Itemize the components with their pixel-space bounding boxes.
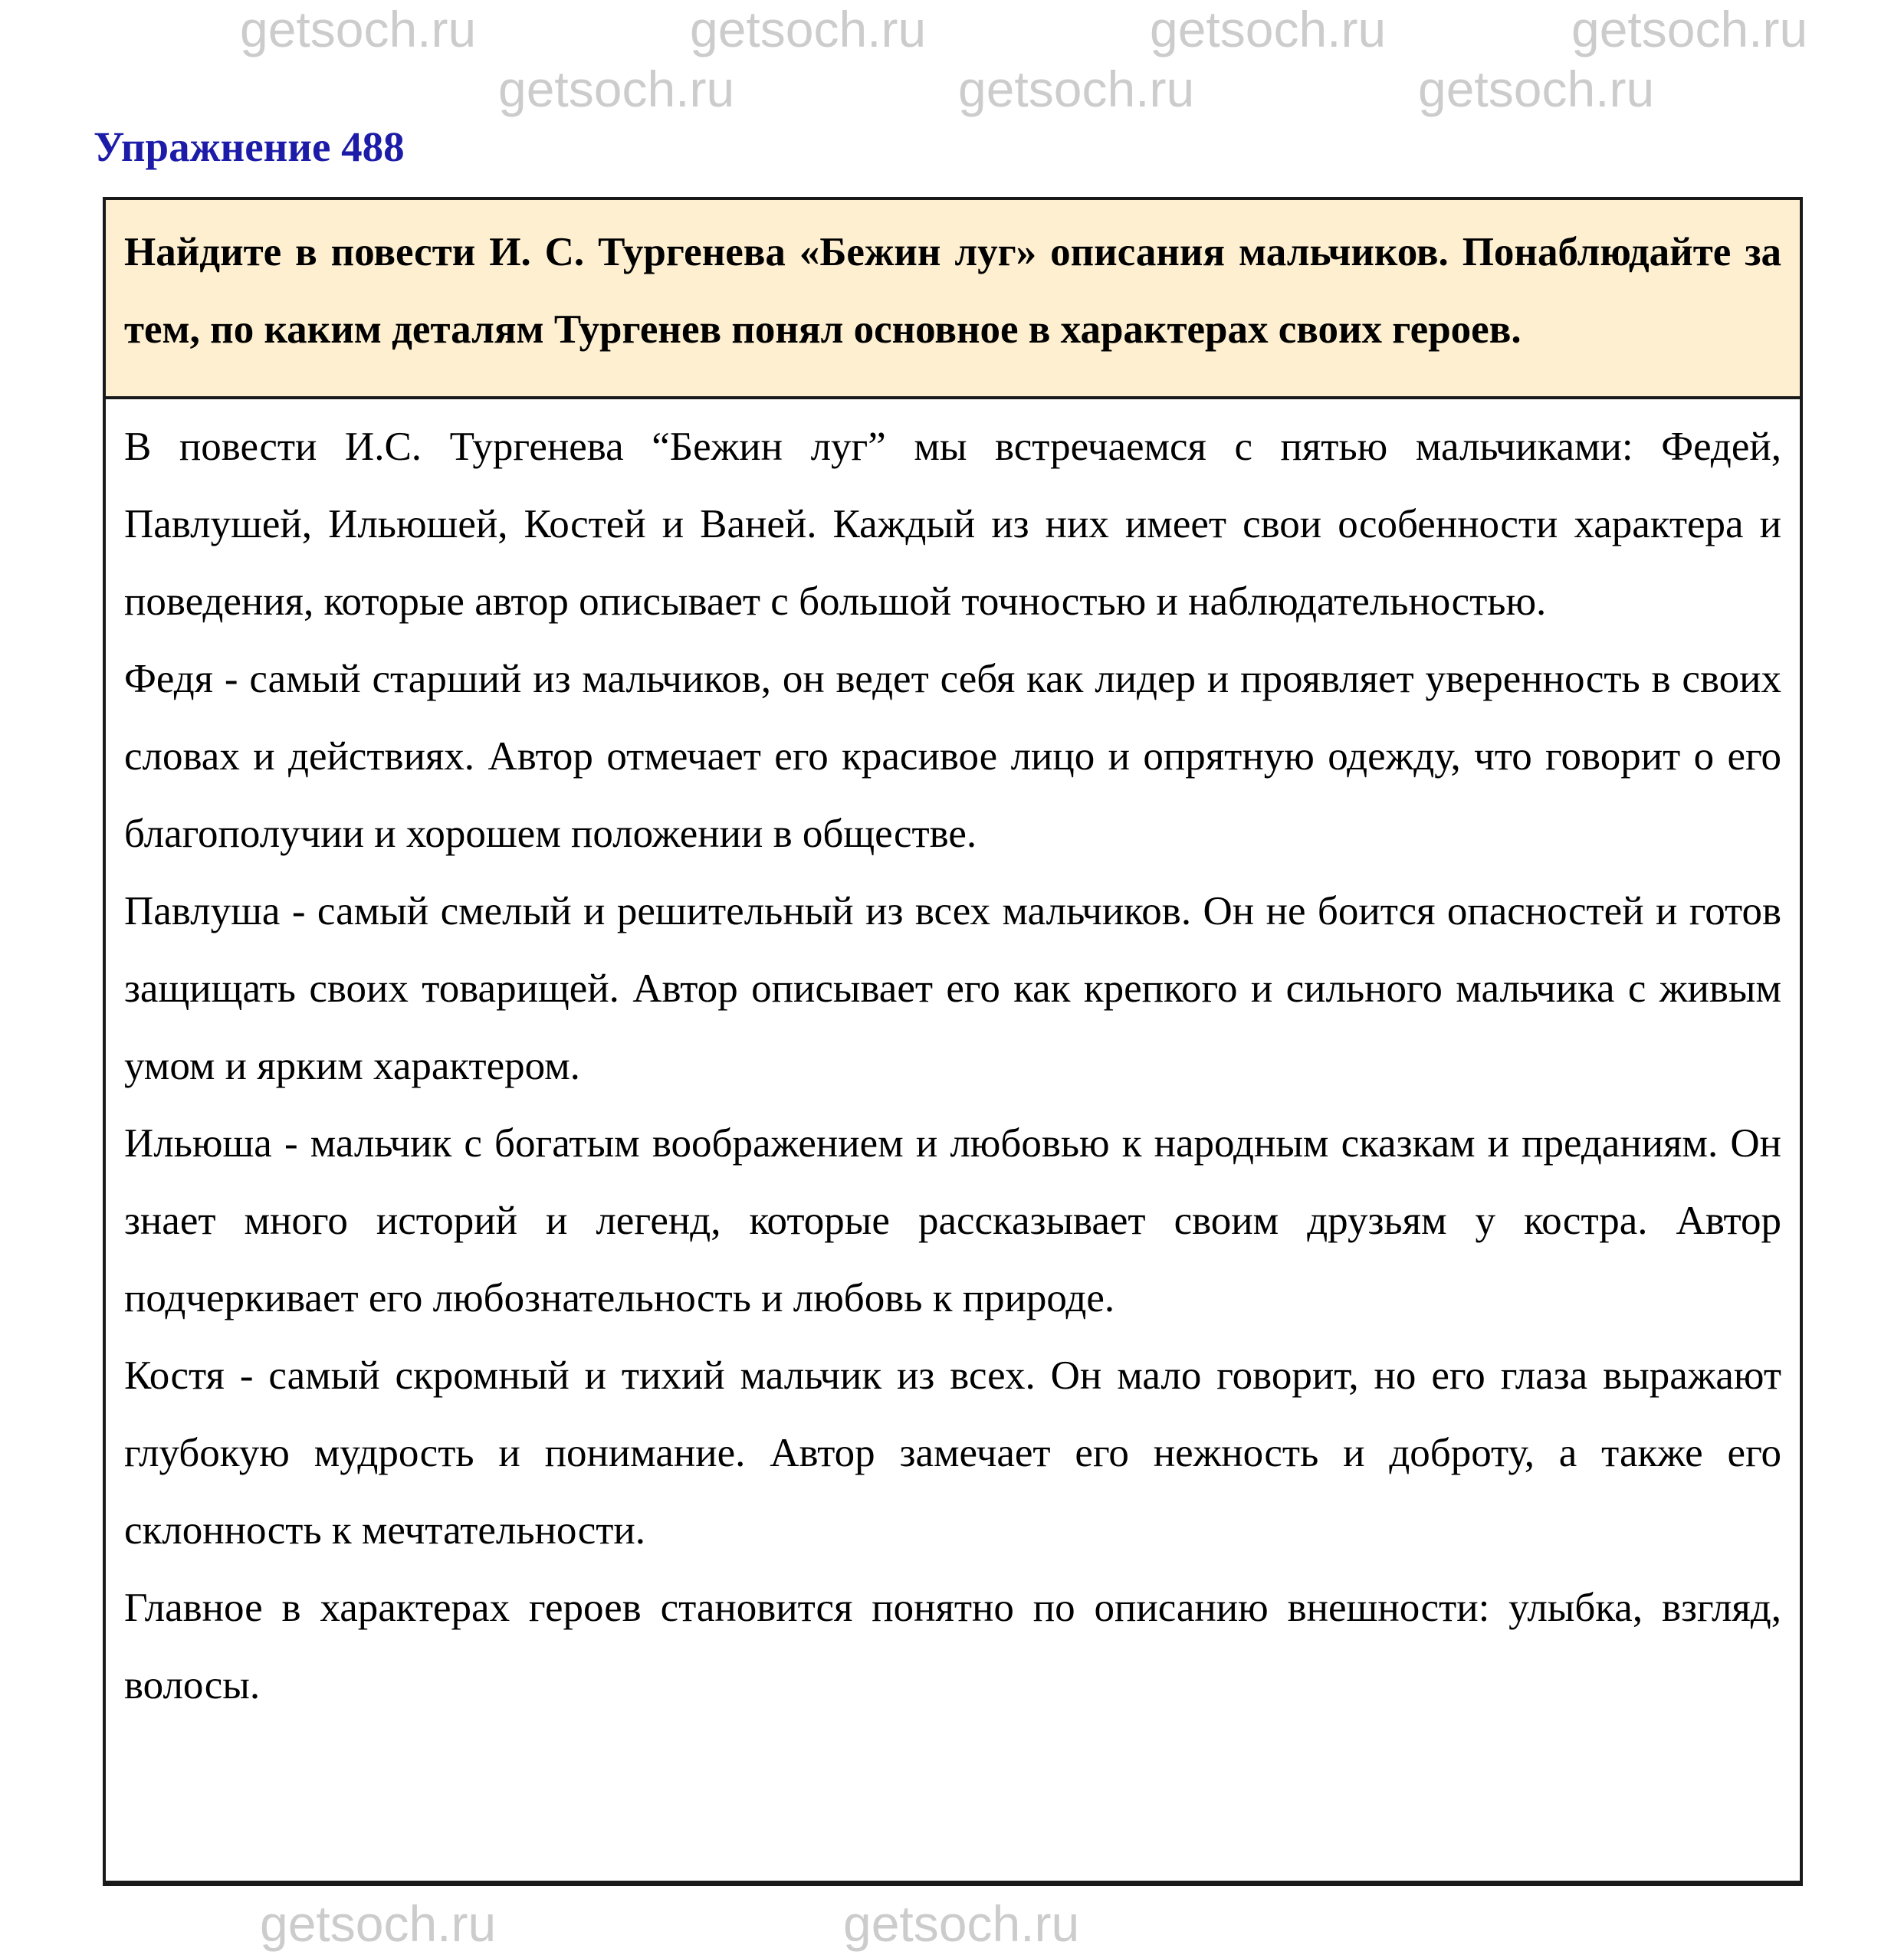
answer-paragraph: Павлуша - самый смелый и решительный из всех мальчиков. Он не боится опасностей и готов защищать своих товарищей. Автор описывает его как крепкого и сильного мальчика с живым умом и ярким характером. [124,889,1781,1088]
watermark: getsoch.ru [690,1,927,57]
task-text: Найдите в повести И. С. Тургенева «Бежин луг» описания мальчиков. Понаблюдайте за тем, по каким деталям Тургенев понял основное в характерах своих героев. [106,200,1800,399]
watermark: getsoch.ru [240,1,477,57]
exercise-title: Упражнение 488 [94,123,405,170]
watermark: getsoch.ru [1150,1,1387,57]
answer-paragraph: Федя - самый старший из мальчиков, он ведет себя как лидер и проявляет уверенность в своих словах и действиях. Автор отмечает его красивое лицо и опрятную одежду, что говорит о его благополучии и хорошем положении в обществе. [124,657,1781,856]
answer-paragraph: Ильюша - мальчик с богатым воображением и любовью к народным сказкам и преданиям. Он знает много историй и легенд, которые рассказывает своим друзьям у костра. Автор подчеркивает его любознательность и любовь к природе. [124,1121,1781,1320]
answer-paragraph: В повести И.С. Тургенева “Бежин луг” мы встречаемся с пятью мальчиками: Федей, Павлушей, Ильюшей, Костей и Ваней. Каждый из них имеет свои особенности характера и поведения, которые автор описывает с большой точностью и наблюдательностью. [124,425,1781,624]
watermark: getsoch.ru [1571,1,1808,57]
answer-paragraph: Костя - самый скромный и тихий мальчик из всех. Он мало говорит, но его глаза выражают глубокую мудрость и понимание. Автор замечает его нежность и доброту, а также его склонность к мечтательности. [124,1353,1781,1553]
watermark: getsoch.ru [1418,61,1655,117]
answer-paragraph: Главное в характерах героев становится понятно по описанию внешности: улыбка, взгляд, волосы. [124,1586,1781,1707]
exercise-box [103,197,1803,1886]
watermark: getsoch.ru [843,1895,1080,1952]
answer-text [106,399,1800,1734]
watermark: getsoch.ru [958,61,1195,117]
watermark: getsoch.ru [498,61,735,117]
watermark: getsoch.ru [260,1895,497,1952]
